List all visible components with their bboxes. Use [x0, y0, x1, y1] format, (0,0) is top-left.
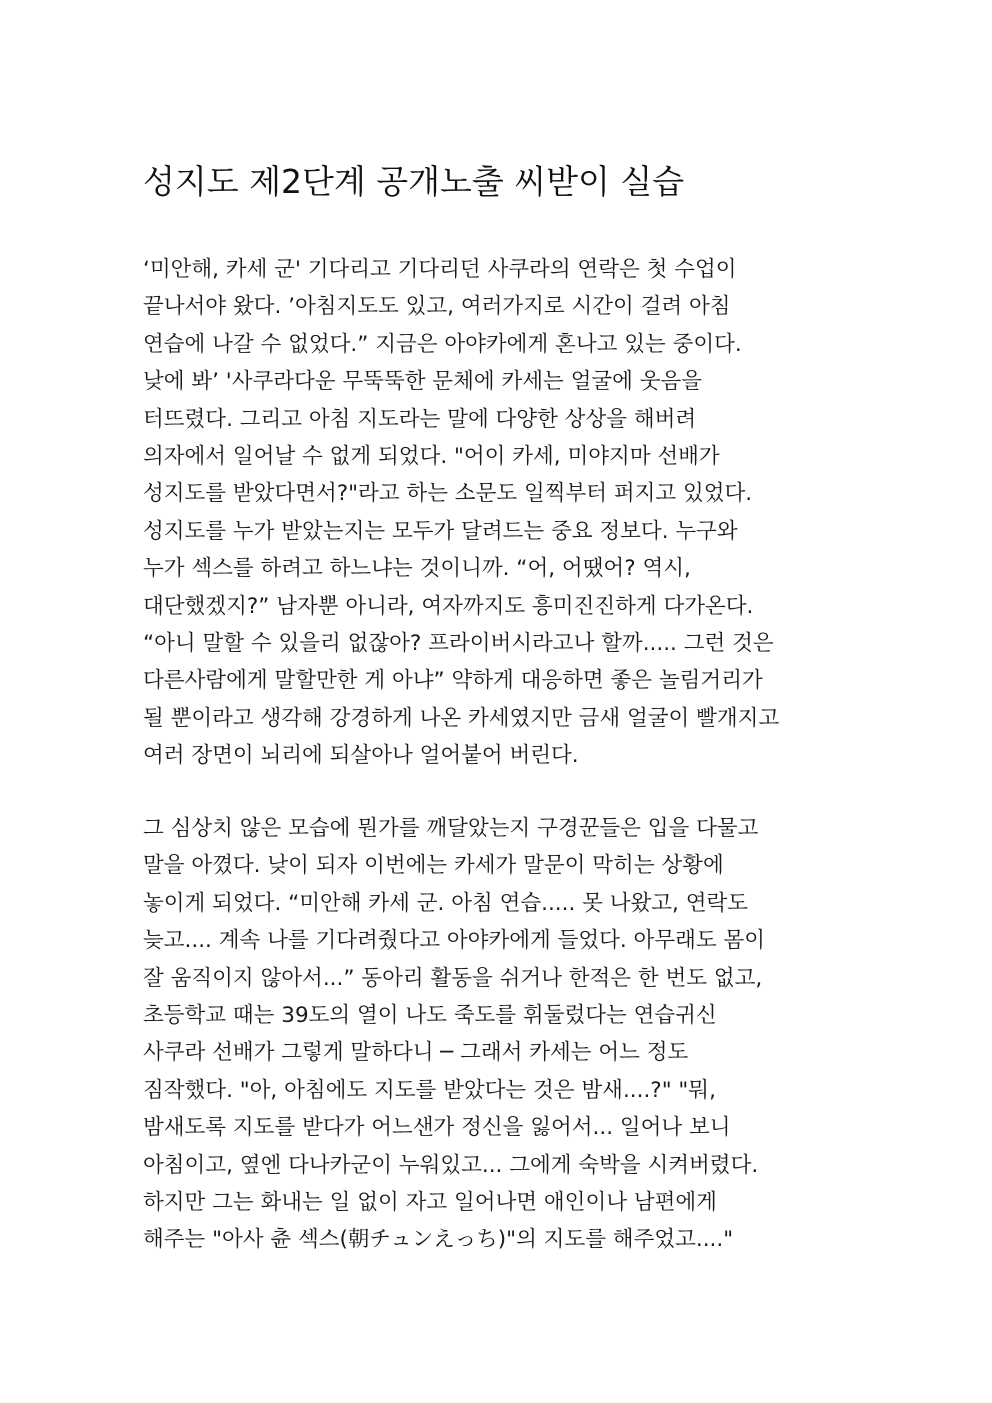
text-line: 의자에서 일어날 수 없게 되었다. "어이 카세, 미야지마 선배가 — [143, 444, 720, 470]
text-line: 연습에 나갈 수 없었다.” 지금은 아야카에게 혼나고 있는 중이다. — [143, 331, 742, 357]
text-line: 대단했겠지?” 남자뿐 아니라, 여자까지도 흥미진진하게 다가온다. — [143, 593, 754, 619]
text-line: 해주는 "아사 츈 섹스(朝チュンえっち)"의 지도를 해주었고...." — [143, 1227, 734, 1253]
document-title: 성지도 제2단계 공개노출 씨받이 실습 — [143, 162, 685, 201]
text-line: 짐작했다. "아, 아침에도 지도를 받았다는 것은 밤새....?" "뭐, — [143, 1077, 716, 1103]
text-line: 말을 아꼈다. 낮이 되자 이번에는 카세가 말문이 막히는 상황에 — [143, 853, 724, 879]
text-line: 성지도를 누가 받았는지는 모두가 달려드는 중요 정보다. 누구와 — [143, 518, 738, 544]
text-line: 여러 장면이 뇌리에 되살아나 얼어붙어 버린다. — [143, 743, 579, 769]
text-line: 그 심상치 않은 모습에 뭔가를 깨달았는지 구경꾼들은 입을 다물고 — [143, 816, 759, 841]
paragraph-1 — [143, 251, 779, 775]
text-line: 초등학교 때는 39도의 열이 나도 죽도를 휘둘렀다는 연습귀신 — [143, 1003, 717, 1029]
text-line: 늦고.... 계속 나를 기다려줬다고 아야카에게 들었다. 아무래도 몸이 — [143, 928, 766, 954]
text-line: 될 뿐이라고 생각해 강경하게 나온 카세였지만 금새 얼굴이 빨개지고 — [143, 705, 780, 731]
text-line: 끝나서야 왔다. ’아침지도도 있고, 여러가지로 시간이 걸려 아침 — [143, 294, 731, 320]
text-line: 밤새도록 지도를 받다가 어느샌가 정신을 잃어서... 일어나 보니 — [143, 1115, 731, 1141]
text-line: 아침이고, 옆엔 다나카군이 누워있고... 그에게 숙박을 시켜버렸다. — [143, 1152, 759, 1178]
text-line: 사쿠라 선배가 그렇게 말하다니 ─ 그래서 카세는 어느 정도 — [143, 1040, 689, 1066]
text-line: 하지만 그는 화내는 일 없이 자고 일어나면 애인이나 남편에게 — [143, 1190, 717, 1216]
text-line: ‘미안해, 카세 군' 기다리고 기다리던 사쿠라의 연락은 첫 수업이 — [143, 257, 737, 282]
text-line: 터뜨렸다. 그리고 아침 지도라는 말에 다양한 상상을 해버려 — [143, 406, 697, 432]
text-line: 낮에 봐’ '사쿠라다운 무뚝뚝한 문체에 카세는 얼굴에 웃음을 — [143, 369, 703, 395]
text-line: 누가 섹스를 하려고 하느냐는 것이니까. “어, 어땠어? 역시, — [143, 556, 691, 582]
text-line: 성지도를 받았다면서?"라고 하는 소문도 일찍부터 퍼지고 있었다. — [143, 481, 753, 507]
text-line: 놓이게 되었다. “미안해 카세 군. 아침 연습..... 못 나왔고, 연락도 — [143, 890, 749, 916]
paragraph-2 — [143, 810, 765, 1259]
text-line: 잘 움직이지 않아서...” 동아리 활동을 쉬거나 한적은 한 번도 없고, — [143, 965, 763, 991]
text-line: “아니 말할 수 있을리 없잖아? 프라이버시라고나 할까..... 그런 것은 — [143, 631, 774, 657]
text-line: 다른사람에게 말할만한 게 아냐” 약하게 대응하면 좋은 놀림거리가 — [143, 668, 763, 694]
